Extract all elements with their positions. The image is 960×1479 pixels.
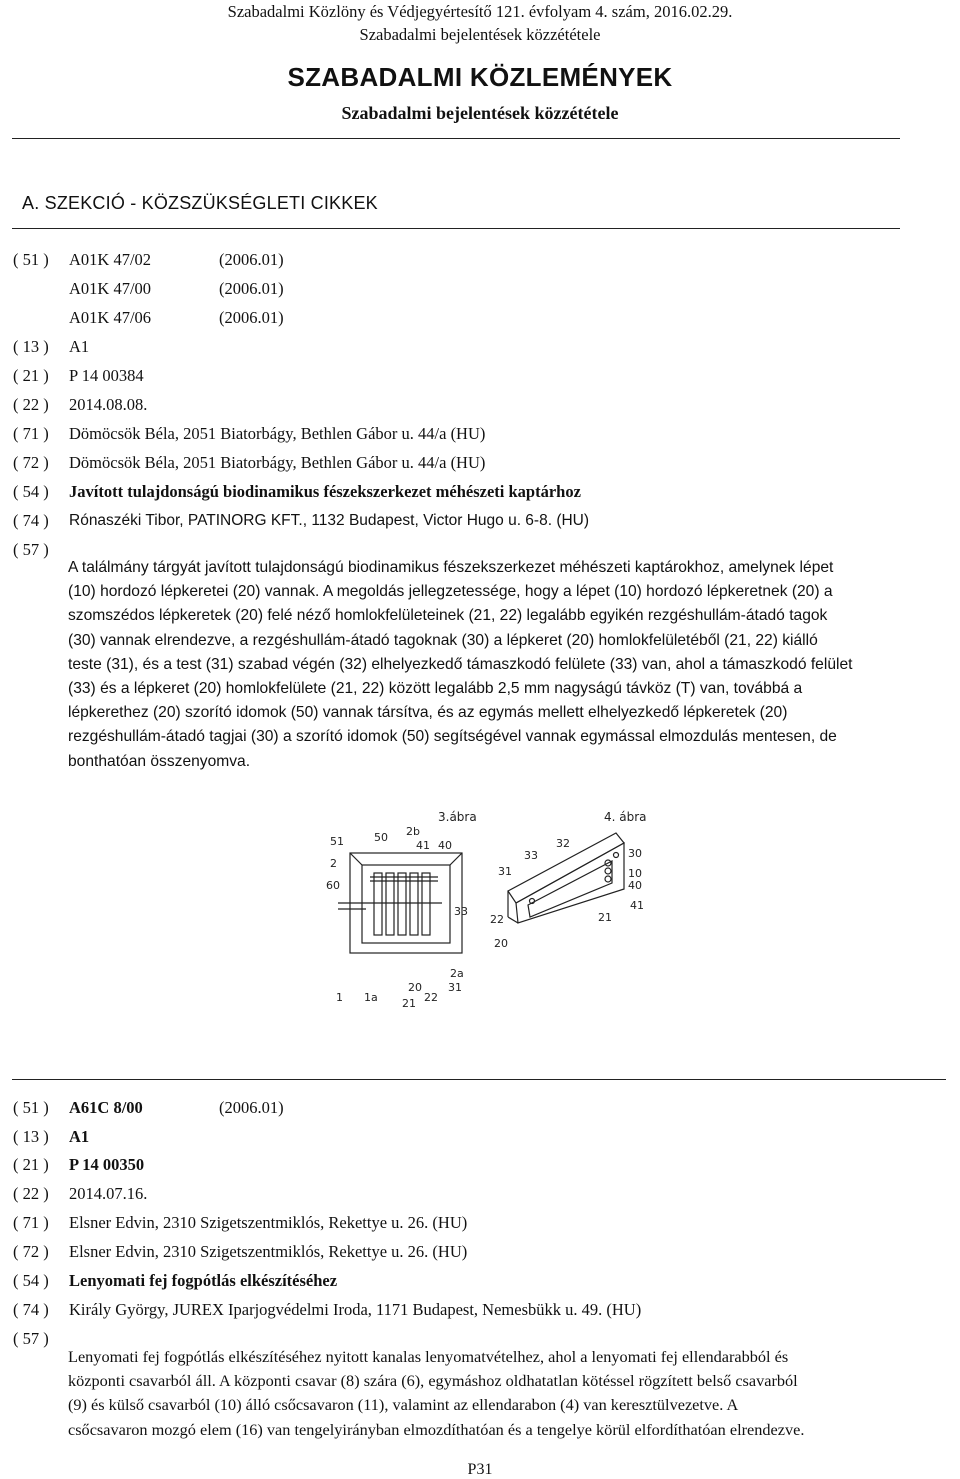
inid-code: ( 21 ) bbox=[13, 1155, 49, 1174]
label: 10 bbox=[628, 867, 642, 880]
applicant: Elsner Edvin, 2310 Szigetszentmiklós, Rekettye u. 26. (HU) bbox=[69, 1213, 468, 1232]
label: 2 bbox=[330, 857, 337, 870]
section-heading: A. SZEKCIÓ - KÖZSZÜKSÉGLETI CIKKEK bbox=[22, 193, 378, 213]
ipc-version: (2006.01) bbox=[219, 279, 284, 298]
label: 33 bbox=[524, 849, 538, 862]
abstract bbox=[68, 1345, 890, 1442]
inid-code: ( 72 ) bbox=[13, 1242, 49, 1261]
abstract-line: A találmány tárgyát javított tulajdonságú biodinamikus fészekszerkezet méhészeti kaptárokhoz, amelynek lépet bbox=[68, 559, 834, 576]
inid-code: ( 13 ) bbox=[13, 1127, 49, 1146]
ipc-class: A01K 47/02 bbox=[69, 250, 152, 269]
page-number: P31 bbox=[467, 1461, 493, 1478]
inid-code: ( 22 ) bbox=[13, 1184, 49, 1203]
abstract-line: lépkerethez (20) szorító idomok (50) vannak társítva, és az egymás mellett elhelyezkedő lépkeretek (20) bbox=[68, 704, 788, 722]
inid-code: ( 21 ) bbox=[13, 366, 49, 385]
label: 20 bbox=[408, 981, 422, 994]
inid-code: ( 71 ) bbox=[13, 1213, 49, 1232]
inid-code: ( 54 ) bbox=[13, 482, 49, 501]
label: 50 bbox=[374, 831, 388, 844]
ipc-class: A01K 47/06 bbox=[69, 308, 152, 327]
abstract-line: Lenyomati fej fogpótlás elkészítéséhez nyitott kanalas lenyomatvételhez, ahol a lenyomati fej ellendarabból és bbox=[68, 1347, 789, 1366]
label: 40 bbox=[438, 839, 452, 852]
journal-subheader: Szabadalmi bejelentések közzététele bbox=[359, 25, 601, 44]
patent-title: Javított tulajdonságú biodinamikus fészekszerkezet méhészeti kaptárhoz bbox=[69, 482, 581, 501]
journal-header: Szabadalmi Közlöny és Védjegyértesítő 121. évfolyam 4. szám, 2016.02.29. bbox=[227, 2, 733, 21]
abstract-line: (9) és külső csavarból (10) álló csőcsavaron (11), valamint az ellendarabon (4) van keresztülvezetve. A bbox=[68, 1395, 739, 1415]
figure-3-caption: 3.ábra bbox=[438, 810, 477, 824]
label: 60 bbox=[326, 879, 340, 892]
abstract-line: rezgéshullám-átadó tagjai (30) a szorító idomok (50) segítségével vannak egymással elmozdulás mentesen, de bbox=[68, 728, 837, 746]
abstract bbox=[68, 556, 890, 774]
inid-code: ( 57 ) bbox=[13, 1329, 49, 1348]
inid-code: ( 74 ) bbox=[13, 511, 49, 530]
ipc-version: (2006.01) bbox=[219, 250, 284, 269]
ipc-version: (2006.01) bbox=[219, 308, 284, 327]
filing-date: 2014.08.08. bbox=[69, 395, 148, 414]
label: 22 bbox=[490, 913, 504, 926]
patent-title: Lenyomati fej fogpótlás elkészítéséhez bbox=[69, 1271, 338, 1290]
ipc-class: A01K 47/00 bbox=[69, 279, 152, 298]
inventor: Elsner Edvin, 2310 Szigetszentmiklós, Rekettye u. 26. (HU) bbox=[69, 1242, 468, 1261]
ipc-class: A61C 8/00 bbox=[69, 1098, 143, 1117]
label: 40 bbox=[628, 879, 642, 892]
label: 51 bbox=[330, 835, 344, 848]
inid-code: ( 51 ) bbox=[13, 1098, 49, 1117]
page-title: SZABADALMI KÖZLEMÉNYEK bbox=[287, 62, 673, 92]
inid-code: ( 74 ) bbox=[13, 1300, 49, 1319]
agent: Király György, JUREX Iparjogvédelmi Iroda, 1171 Budapest, Nemesbükk u. 49. (HU) bbox=[69, 1300, 642, 1319]
kind-code: A1 bbox=[69, 337, 90, 356]
inid-code: ( 71 ) bbox=[13, 424, 49, 443]
label: 31 bbox=[448, 981, 462, 994]
patent-drawing bbox=[322, 805, 652, 1015]
label: 22 bbox=[424, 991, 438, 1004]
inid-code: ( 51 ) bbox=[13, 250, 49, 269]
label: 31 bbox=[498, 865, 512, 878]
application-number: P 14 00384 bbox=[69, 366, 144, 385]
inid-code: ( 72 ) bbox=[13, 453, 49, 472]
application-number: P 14 00350 bbox=[69, 1155, 145, 1174]
inid-code: ( 57 ) bbox=[13, 540, 49, 559]
inventor: Dömöcsök Béla, 2051 Biatorbágy, Bethlen Gábor u. 44/a (HU) bbox=[69, 453, 486, 472]
label: 1a bbox=[364, 991, 378, 1004]
label: 41 bbox=[630, 899, 644, 912]
label: 32 bbox=[556, 837, 570, 850]
filing-date: 2014.07.16. bbox=[69, 1184, 148, 1203]
entry-divider bbox=[12, 1079, 946, 1080]
kind-code: A1 bbox=[69, 1127, 90, 1146]
label: 1 bbox=[336, 991, 343, 1004]
label: 2b bbox=[406, 825, 420, 838]
label: 20 bbox=[494, 937, 508, 950]
figure-4-caption: 4. ábra bbox=[604, 810, 647, 824]
inid-code: ( 13 ) bbox=[13, 337, 49, 356]
figure-3-frames bbox=[338, 873, 442, 935]
abstract-line: bonthatóan összenyomva. bbox=[68, 752, 251, 770]
abstract-line: teste (31), és a test (31) szabad végén (32) elhelyezkedő támaszkodó felülete (33) van, ahol a támaszkodó felület bbox=[68, 655, 853, 673]
label: 41 bbox=[416, 839, 430, 852]
ipc-version: (2006.01) bbox=[219, 1098, 284, 1117]
label: 21 bbox=[402, 997, 416, 1010]
abstract-line: (10) hordozó lépkeretei (20) vannak. A megoldás jellegzetessége, hogy a lépet (10) hordozó lépkeretnek (20) a bbox=[68, 583, 833, 601]
section-divider bbox=[12, 228, 900, 229]
inid-code: ( 22 ) bbox=[13, 395, 49, 414]
label: 2a bbox=[450, 967, 464, 980]
agent: Rónaszéki Tibor, PATINORG KFT., 1132 Budapest, Victor Hugo u. 6-8. (HU) bbox=[69, 512, 590, 529]
label: 30 bbox=[628, 847, 642, 860]
abstract-line: központi csavarból áll. A központi csavar (8) szára (6), egymáshoz oldhatatlan kötéssel rögzített belső csavarból bbox=[68, 1371, 798, 1391]
page-subtitle: Szabadalmi bejelentések közzététele bbox=[341, 103, 619, 123]
abstract-line: szomszédos lépkeretek (20) felé néző homlokfelületeinek (21, 22) legalább egyikén rezgéshullám-átadó tagok bbox=[68, 607, 828, 625]
label: 21 bbox=[598, 911, 612, 924]
abstract-line: (30) vannak elrendezve, a rezgéshullám-átadó tagoknak (30) a lépkeret (20) homlokfelületéből (21, 22) kiálló bbox=[68, 631, 818, 649]
label: 33 bbox=[454, 905, 468, 918]
inid-code: ( 54 ) bbox=[13, 1271, 49, 1290]
abstract-line: (33) és a lépkeret (20) homlokfelülete (21, 22) között legalább 2,5 mm nagyságú távköz (T) van, továbbá a bbox=[68, 680, 803, 698]
applicant: Dömöcsök Béla, 2051 Biatorbágy, Bethlen Gábor u. 44/a (HU) bbox=[69, 424, 486, 443]
title-divider bbox=[12, 138, 900, 139]
abstract-line: csőcsavaron mozgó elem (16) van tengelyirányban elmozdíthatóan és a tengelye körül elfordíthatóan elrendezve. bbox=[68, 1419, 805, 1439]
